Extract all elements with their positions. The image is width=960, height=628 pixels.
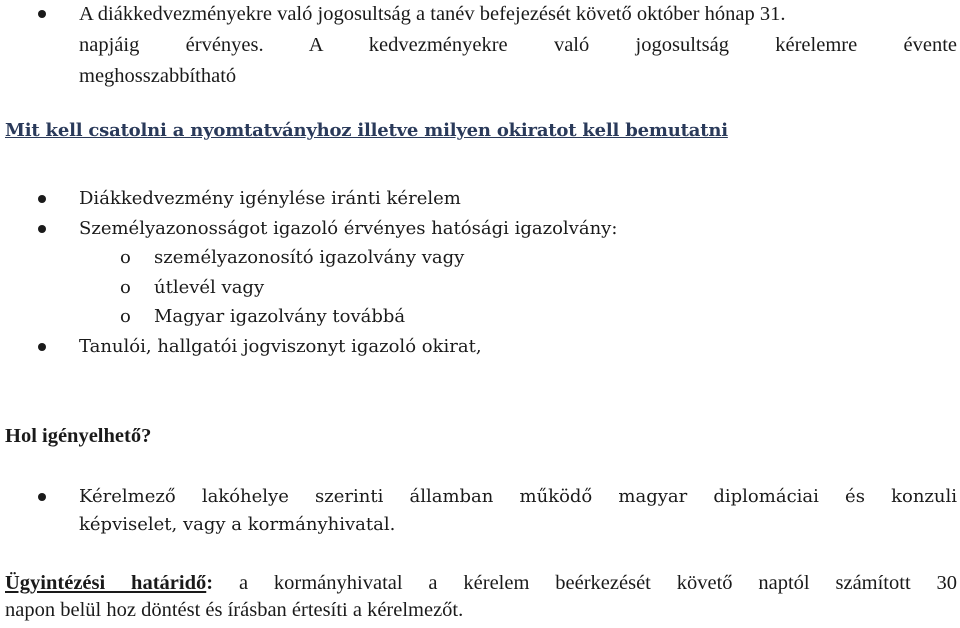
attach-item-1: Diákkedvezmény igénylése iránti kérelem xyxy=(79,188,461,209)
bullet-icon xyxy=(38,343,46,351)
where-heading xyxy=(5,424,151,448)
deadline-label xyxy=(5,572,213,594)
bullet-icon xyxy=(38,195,46,203)
where-heading-text: Hol igényelhető? xyxy=(5,425,152,447)
deadline-text-1: a kormányhivatal a kérelem beérkezését követő naptól számított 30 xyxy=(213,572,958,594)
deadline-line-1 xyxy=(5,571,957,595)
sub-bullet-icon: o xyxy=(120,247,131,268)
attach-sub-3: Magyar igazolvány továbbá xyxy=(154,306,406,327)
where-line-1 xyxy=(79,485,957,509)
attach-sub-2: útlevél vagy xyxy=(154,277,265,298)
intro-line-3: meghosszabbítható xyxy=(79,65,237,87)
deadline-label-text: Ügyintézési határidő xyxy=(5,572,207,594)
attach-sub-1: személyazonosító igazolvány vagy xyxy=(154,247,465,268)
sub-bullet-icon: o xyxy=(120,306,131,327)
deadline-colon: : xyxy=(206,572,214,594)
where-line-1-text: Kérelmező lakóhelye szerinti államban működő magyar diplomáciai és konzuli xyxy=(79,486,957,507)
intro-line-2 xyxy=(79,33,957,57)
deadline-line-2: napon belül hoz döntést és írásban értesíti a kérelmezőt. xyxy=(5,599,464,621)
where-line-2: képviselet, vagy a kormányhivatal. xyxy=(79,514,396,535)
intro-line-1: A diákkedvezményekre való jogosultság a tanév befejezését követő október hónap 31. xyxy=(79,3,786,25)
bullet-icon xyxy=(38,10,46,18)
attach-item-3: Tanulói, hallgatói jogviszonyt igazoló okirat, xyxy=(79,336,482,357)
intro-line-2-text: napjáig érvényes. A kedvezményekre való jogosultság kérelemre évente xyxy=(79,34,957,56)
attach-item-2: Személyazonosságot igazoló érvényes hatósági igazolvány: xyxy=(79,218,618,239)
sub-bullet-icon: o xyxy=(120,277,131,298)
bullet-icon xyxy=(38,493,46,501)
attach-heading: Mit kell csatolni a nyomtatványhoz illetve milyen okiratot kell bemutatni xyxy=(5,120,728,141)
bullet-icon xyxy=(38,225,46,233)
